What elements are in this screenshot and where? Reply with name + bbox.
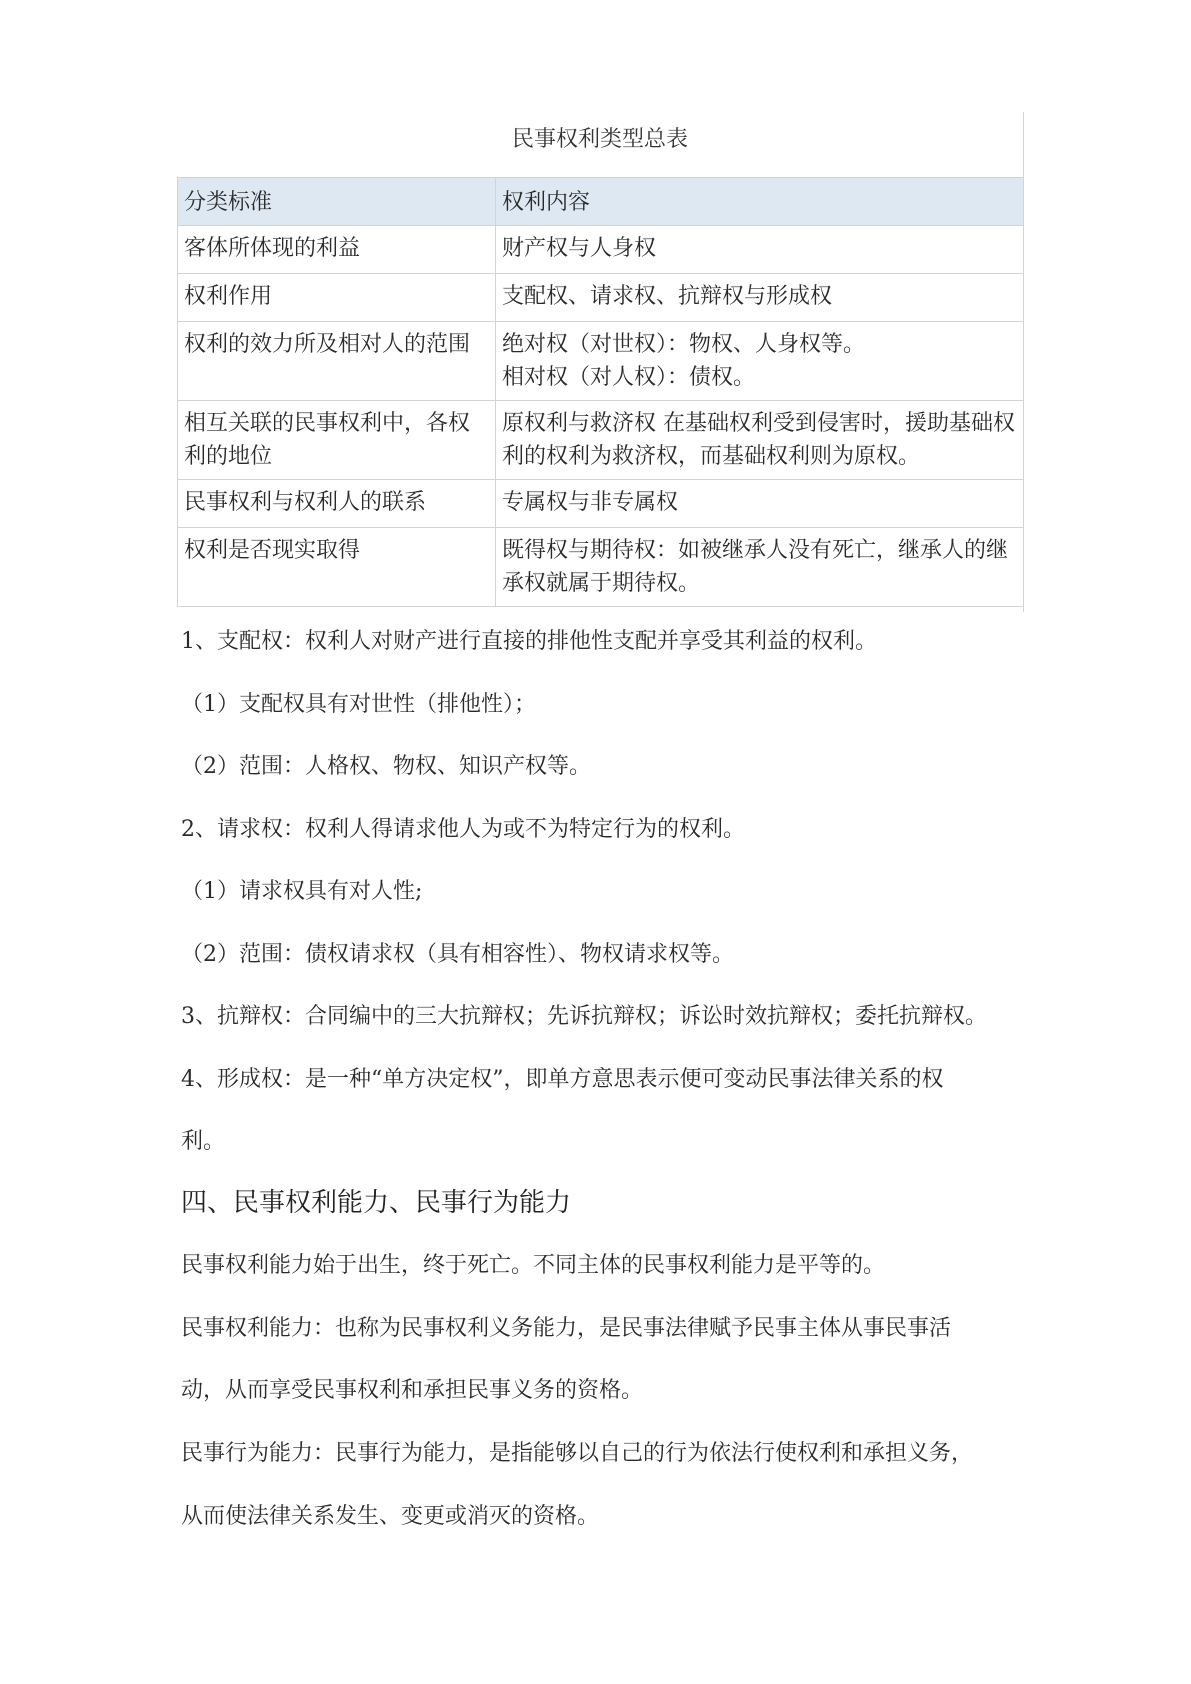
paragraph-dominion-right: 1、支配权：权利人对财产进行直接的排他性支配并享受其利益的权利。 xyxy=(181,629,877,654)
table-row xyxy=(178,401,1024,480)
row-criterion: 权利作用 xyxy=(178,274,496,322)
row-content: 财产权与人身权 xyxy=(496,226,1024,274)
row-content: 专属权与非专属权 xyxy=(496,480,1024,528)
row-content: 支配权、请求权、抗辩权与形成权 xyxy=(496,274,1024,322)
row-criterion: 客体所体现的利益 xyxy=(178,226,496,274)
row-criterion: 权利是否现实取得 xyxy=(178,528,496,607)
table-row xyxy=(178,322,1024,401)
table-row xyxy=(178,226,1024,274)
paragraph-claim-2: （2）范围：债权请求权（具有相容性）、物权请求权等。 xyxy=(181,942,734,967)
table-row xyxy=(178,480,1024,528)
paragraph-claim-1: （1）请求权具有对人性; xyxy=(181,879,423,904)
row-criterion: 权利的效力所及相对人的范围 xyxy=(178,322,496,401)
rights-table-block xyxy=(177,112,1024,612)
paragraph-dominion-2: （2）范围：人格权、物权、知识产权等。 xyxy=(181,754,591,779)
paragraph-capacity-3-cont: 从而使法律关系发生、变更或消灭的资格。 xyxy=(181,1504,600,1529)
paragraph-formation-right-cont: 利。 xyxy=(181,1129,226,1154)
header-criterion: 分类标准 xyxy=(178,178,496,226)
table-title: 民事权利类型总表 xyxy=(511,127,688,152)
row-content: 既得权与期待权：如被继承人没有死亡，继承人的继承权就属于期待权。 xyxy=(496,528,1024,607)
paragraph-capacity-1: 民事权利能力始于出生，终于死亡。不同主体的民事权利能力是平等的。 xyxy=(181,1253,886,1278)
rights-type-table xyxy=(177,177,1024,607)
row-criterion: 相互关联的民事权利中，各权利的地位 xyxy=(178,401,496,480)
paragraph-defense-right: 3、抗辩权：合同编中的三大抗辩权；先诉抗辩权；诉讼时效抗辩权；委托抗辩权。 xyxy=(181,1004,987,1029)
paragraph-capacity-3: 民事行为能力：民事行为能力，是指能够以自己的行为依法行使权利和承担义务， xyxy=(181,1441,974,1466)
table-header-row xyxy=(178,178,1024,226)
paragraph-dominion-1: （1）支配权具有对世性（排他性）； xyxy=(181,692,536,717)
section-heading: 四、民事权利能力、民事行为能力 xyxy=(181,1188,572,1218)
table-row xyxy=(178,274,1024,322)
paragraph-capacity-2: 民事权利能力：也称为民事权利义务能力，是民事法律赋予民事主体从事民事活 xyxy=(181,1316,952,1341)
table-row xyxy=(178,528,1024,607)
row-content: 绝对权（对世权）：物权、人身权等。 相对权（对人权）：债权。 xyxy=(496,322,1024,401)
paragraph-formation-right: 4、形成权：是一种“单方决定权”，即单方意思表示便可变动民事法律关系的权 xyxy=(181,1067,944,1092)
row-criterion: 民事权利与权利人的联系 xyxy=(178,480,496,528)
row-content: 原权利与救济权 在基础权利受到侵害时，援助基础权利的权利为救济权，而基础权利则为原权。 xyxy=(496,401,1024,480)
header-content: 权利内容 xyxy=(496,178,1024,226)
paragraph-claim-right: 2、请求权：权利人得请求他人为或不为特定行为的权利。 xyxy=(181,817,745,842)
paragraph-capacity-2-cont: 动，从而享受民事权利和承担民事义务的资格。 xyxy=(181,1378,644,1403)
